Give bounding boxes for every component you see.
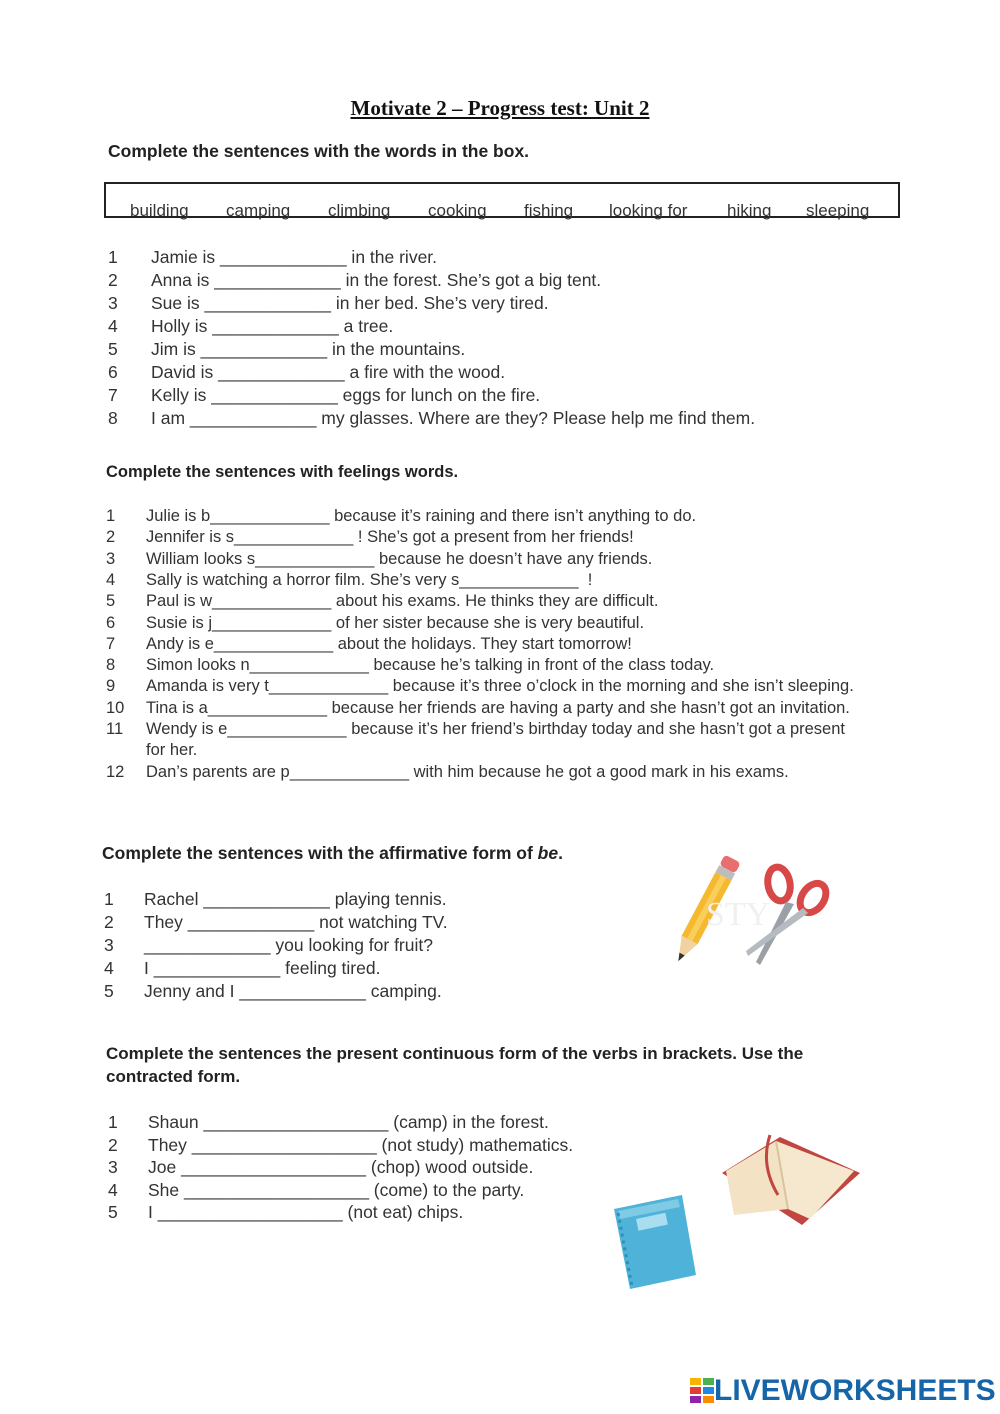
word-box-item: sleeping bbox=[806, 201, 870, 220]
word-box-item: cooking bbox=[428, 201, 487, 220]
books-illustration bbox=[610, 1115, 870, 1295]
word-box-item: climbing bbox=[328, 201, 391, 220]
watermark-text: STY bbox=[706, 896, 771, 933]
section4-instruction: Complete the sentences the present continuous form of the verbs in brackets. Use the contracted form. bbox=[106, 1044, 804, 1086]
section1-instruction: Complete the sentences with the words in the box. bbox=[108, 141, 530, 161]
notebook-icon bbox=[614, 1195, 696, 1289]
word-box-item: camping bbox=[226, 201, 291, 220]
section2-instruction: Complete the sentences with feelings words. bbox=[106, 463, 459, 481]
word-box-item: looking for bbox=[609, 201, 688, 220]
logo-icon bbox=[690, 1378, 714, 1404]
word-box-item: building bbox=[130, 201, 189, 220]
word-box-item: hiking bbox=[727, 201, 772, 220]
open-book-icon bbox=[722, 1135, 860, 1225]
section3-instruction: Complete the sentences with the affirmative form of be. bbox=[102, 843, 563, 863]
logo-text: LIVEWORKSHEETS bbox=[714, 1374, 996, 1407]
word-box-item: fishing bbox=[524, 201, 574, 220]
page-title: Motivate 2 – Progress test: Unit 2 bbox=[350, 96, 650, 120]
pencil-scissors-illustration bbox=[676, 850, 836, 985]
liveworksheets-logo[interactable] bbox=[690, 1374, 996, 1408]
word-box bbox=[104, 182, 900, 218]
